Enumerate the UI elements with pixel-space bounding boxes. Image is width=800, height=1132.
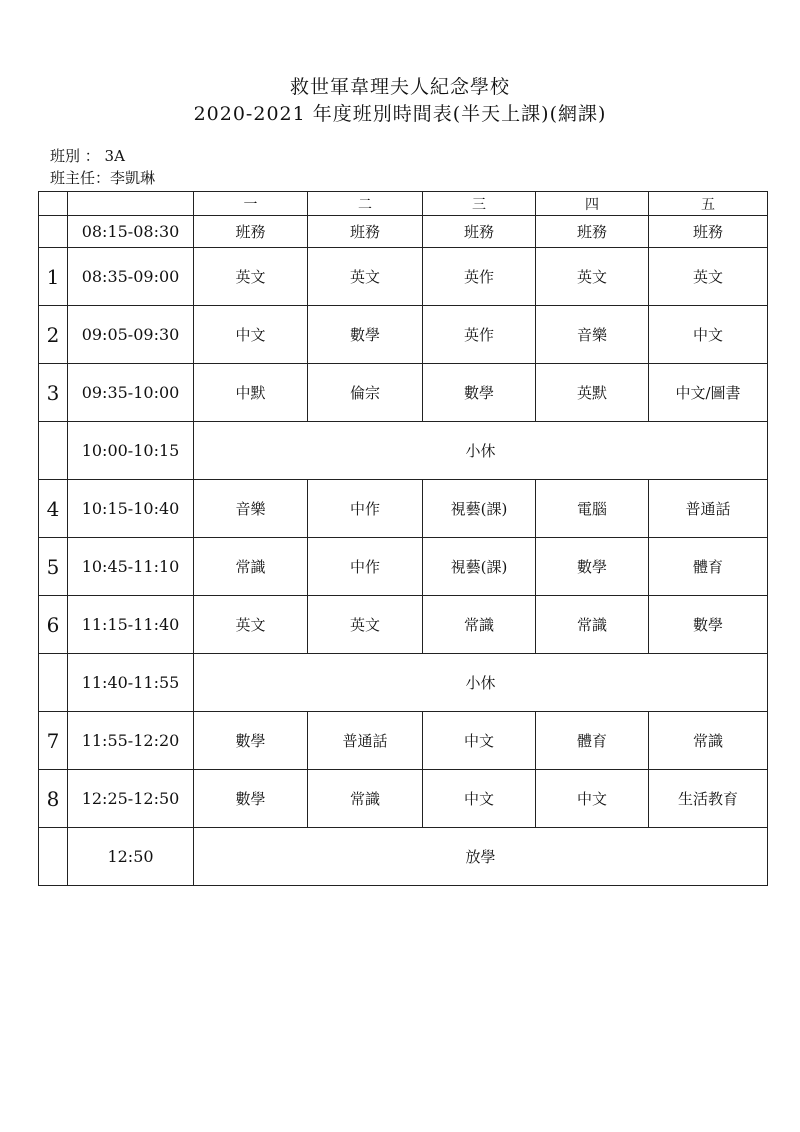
time-slot: 09:35-10:00 bbox=[68, 364, 194, 422]
subject-cell: 常識 bbox=[194, 538, 308, 596]
subject-cell: 英文 bbox=[194, 248, 308, 306]
period-row bbox=[39, 364, 768, 422]
time-slot: 11:40-11:55 bbox=[68, 654, 194, 712]
subject-cell: 數學 bbox=[649, 596, 768, 654]
subject-cell: 班務 bbox=[423, 216, 536, 248]
break-row bbox=[39, 654, 768, 712]
period-row bbox=[39, 770, 768, 828]
period-number bbox=[39, 216, 68, 248]
subject-cell: 常識 bbox=[308, 770, 423, 828]
subject-cell: 班務 bbox=[308, 216, 423, 248]
subject-cell: 中文/圖書 bbox=[649, 364, 768, 422]
time-slot: 11:15-11:40 bbox=[68, 596, 194, 654]
time-slot: 09:05-09:30 bbox=[68, 306, 194, 364]
subject-cell: 英作 bbox=[423, 306, 536, 364]
time-slot: 12:50 bbox=[68, 828, 194, 886]
period-row bbox=[39, 216, 768, 248]
subject-cell: 英文 bbox=[308, 596, 423, 654]
day-header: 五 bbox=[649, 192, 768, 216]
school-name: 救世軍韋理夫人紀念學校 bbox=[289, 76, 510, 98]
break-row bbox=[39, 828, 768, 886]
break-row bbox=[39, 422, 768, 480]
time-slot: 10:00-10:15 bbox=[68, 422, 194, 480]
subject-cell: 英文 bbox=[194, 596, 308, 654]
period-row bbox=[39, 596, 768, 654]
period-number: 5 bbox=[39, 538, 68, 596]
subject-cell: 生活教育 bbox=[649, 770, 768, 828]
subject-cell: 常識 bbox=[536, 596, 649, 654]
subject-cell: 班務 bbox=[649, 216, 768, 248]
subject-cell: 數學 bbox=[308, 306, 423, 364]
time-slot: 08:35-09:00 bbox=[68, 248, 194, 306]
subject-cell: 音樂 bbox=[194, 480, 308, 538]
subject-cell: 中文 bbox=[194, 306, 308, 364]
subject-cell: 普通話 bbox=[308, 712, 423, 770]
break-cell: 小休 bbox=[194, 654, 768, 712]
period-number: 7 bbox=[39, 712, 68, 770]
period-row bbox=[39, 306, 768, 364]
class-teacher-label: 班主任：李凱琳 bbox=[50, 169, 156, 187]
subject-cell: 中默 bbox=[194, 364, 308, 422]
subject-cell: 英文 bbox=[308, 248, 423, 306]
subject-cell: 中文 bbox=[423, 770, 536, 828]
period-number: 4 bbox=[39, 480, 68, 538]
subject-cell: 普通話 bbox=[649, 480, 768, 538]
subject-cell: 常識 bbox=[423, 596, 536, 654]
time-header-cell bbox=[68, 192, 194, 216]
subject-cell: 數學 bbox=[194, 712, 308, 770]
subject-cell: 電腦 bbox=[536, 480, 649, 538]
period-number bbox=[39, 422, 68, 480]
break-cell: 小休 bbox=[194, 422, 768, 480]
subject-cell: 數學 bbox=[194, 770, 308, 828]
subject-cell: 倫宗 bbox=[308, 364, 423, 422]
timetable bbox=[38, 191, 768, 886]
time-slot: 10:15-10:40 bbox=[68, 480, 194, 538]
time-slot: 11:55-12:20 bbox=[68, 712, 194, 770]
day-header: 二 bbox=[308, 192, 423, 216]
day-header-row bbox=[39, 192, 768, 216]
corner-cell bbox=[39, 192, 68, 216]
period-number bbox=[39, 828, 68, 886]
break-cell: 放學 bbox=[194, 828, 768, 886]
subject-cell: 視藝(課) bbox=[423, 480, 536, 538]
day-header: 一 bbox=[194, 192, 308, 216]
subject-cell: 班務 bbox=[536, 216, 649, 248]
period-number: 1 bbox=[39, 248, 68, 306]
subject-cell: 中文 bbox=[649, 306, 768, 364]
subject-cell: 中作 bbox=[308, 480, 423, 538]
subject-cell: 班務 bbox=[194, 216, 308, 248]
period-number: 2 bbox=[39, 306, 68, 364]
time-slot: 08:15-08:30 bbox=[68, 216, 194, 248]
subject-cell: 中文 bbox=[423, 712, 536, 770]
period-number: 8 bbox=[39, 770, 68, 828]
subject-cell: 英文 bbox=[649, 248, 768, 306]
subject-cell: 視藝(課) bbox=[423, 538, 536, 596]
period-row bbox=[39, 480, 768, 538]
period-row bbox=[39, 248, 768, 306]
period-number: 3 bbox=[39, 364, 68, 422]
period-number: 6 bbox=[39, 596, 68, 654]
subject-cell: 體育 bbox=[649, 538, 768, 596]
subject-cell: 數學 bbox=[536, 538, 649, 596]
day-header: 四 bbox=[536, 192, 649, 216]
period-number bbox=[39, 654, 68, 712]
period-row bbox=[39, 538, 768, 596]
class-label: 班別 ： 3A bbox=[50, 147, 125, 165]
subject-cell: 英作 bbox=[423, 248, 536, 306]
subject-cell: 數學 bbox=[423, 364, 536, 422]
subject-cell: 音樂 bbox=[536, 306, 649, 364]
subject-cell: 中作 bbox=[308, 538, 423, 596]
subject-cell: 體育 bbox=[536, 712, 649, 770]
time-slot: 10:45-11:10 bbox=[68, 538, 194, 596]
subject-cell: 中文 bbox=[536, 770, 649, 828]
period-row bbox=[39, 712, 768, 770]
subject-cell: 常識 bbox=[649, 712, 768, 770]
subject-cell: 英默 bbox=[536, 364, 649, 422]
day-header: 三 bbox=[423, 192, 536, 216]
timetable-title: 2020-2021 年度班別時間表(半天上課)(網課) bbox=[193, 103, 607, 125]
subject-cell: 英文 bbox=[536, 248, 649, 306]
time-slot: 12:25-12:50 bbox=[68, 770, 194, 828]
